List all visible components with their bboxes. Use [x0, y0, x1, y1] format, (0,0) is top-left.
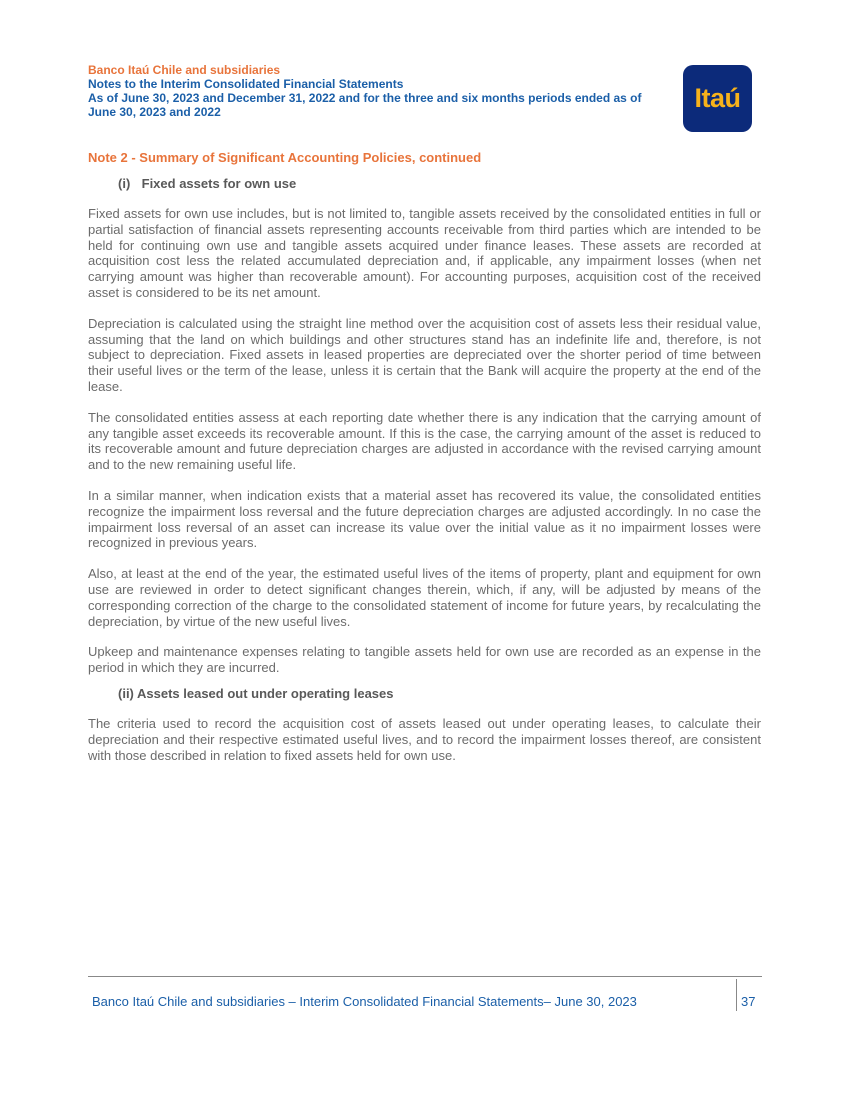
header-period-line-2: June 30, 2023 and 2022: [88, 105, 221, 119]
page-number: 37: [741, 994, 756, 1009]
paragraph: The criteria used to record the acquisition cost of assets leased out under operating leases, to calculate their depreciation and their respective estimated useful lives, and to record the impairment losses thereof, are consistent with those described in relation to fixed assets held for own use.: [88, 715, 761, 763]
document-header: [88, 63, 678, 119]
section-ii-heading: (ii) Assets leased out under operating leases: [118, 685, 394, 701]
paragraph: Depreciation is calculated using the straight line method over the acquisition cost of assets less their residual value, assuming that the land on which buildings and other structures stand has an indefinite life and, therefore, is not subject to depreciation. Fixed assets in leased properties are depreciated over the shorter period of time between their useful lives or the term of the lease, unless it is certain that the Bank will acquire the property at the end of the lease.: [88, 315, 761, 394]
paragraph: Upkeep and maintenance expenses relating to tangible assets held for own use are recorded as an expense in the period in which they are incurred.: [88, 644, 761, 676]
paragraph: Fixed assets for own use includes, but is not limited to, tangible assets received by the consolidated entities in full or partial satisfaction of financial assets representing accounts receivable from third parties which are intended to be held for continuing own use and tangible assets acquired under finance leases. These assets are recorded at acquisition cost less the related accumulated depreciation and, if applicable, any impairment losses (when net carrying amount was higher than recoverable amount). For accounting purposes, acquisition cost of the received asset is considered to be its net amount.: [88, 206, 761, 300]
page-content: [88, 150, 761, 778]
note-title: Note 2 - Summary of Significant Accounting Policies, continued: [88, 150, 482, 165]
itau-logo: [683, 65, 752, 132]
logo-text: Itaú: [694, 83, 741, 113]
company-name: Banco Itaú Chile and subsidiaries: [88, 63, 281, 77]
paragraph: Also, at least at the end of the year, the estimated useful lives of the items of property, plant and equipment for own use are reviewed in order to detect significant changes therein, which, if any, will be adjusted by means of the corresponding correction of the charge to the consolidated statement of income for future years, by recalculating the depreciation, by virtue of the new useful lives.: [88, 566, 761, 629]
paragraph: In a similar manner, when indication exists that a material asset has recovered its value, the consolidated entities recognize the impairment loss reversal and the future depreciation charges are adjusted accordingly. In no case the impairment loss reversal of an asset can increase its value over the initial value as it no impairment losses were recognized in previous years.: [88, 487, 761, 551]
footer-text: Banco Itaú Chile and subsidiaries – Interim Consolidated Financial Statements– June 30, 2023: [92, 994, 637, 1009]
section-i-number: (i): [118, 176, 131, 191]
footer-rule: [88, 976, 762, 977]
section-i-title: Fixed assets for own use: [141, 176, 297, 191]
header-period-line-1: As of June 30, 2023 and December 31, 2022 and for the three and six months periods ended as of: [88, 91, 642, 105]
section-i-heading: [88, 176, 761, 192]
paragraph: The consolidated entities assess at each reporting date whether there is any indication that the carrying amount of any tangible asset exceeds its recoverable amount. If this is the case, the carrying amount of the asset is reduced to its recoverable amount and future depreciation charges are adjusted in accordance with the revised carrying amount and to the new remaining useful life.: [88, 409, 761, 473]
header-subtitle: Notes to the Interim Consolidated Financial Statements: [88, 77, 404, 91]
footer-divider: [736, 979, 737, 1011]
